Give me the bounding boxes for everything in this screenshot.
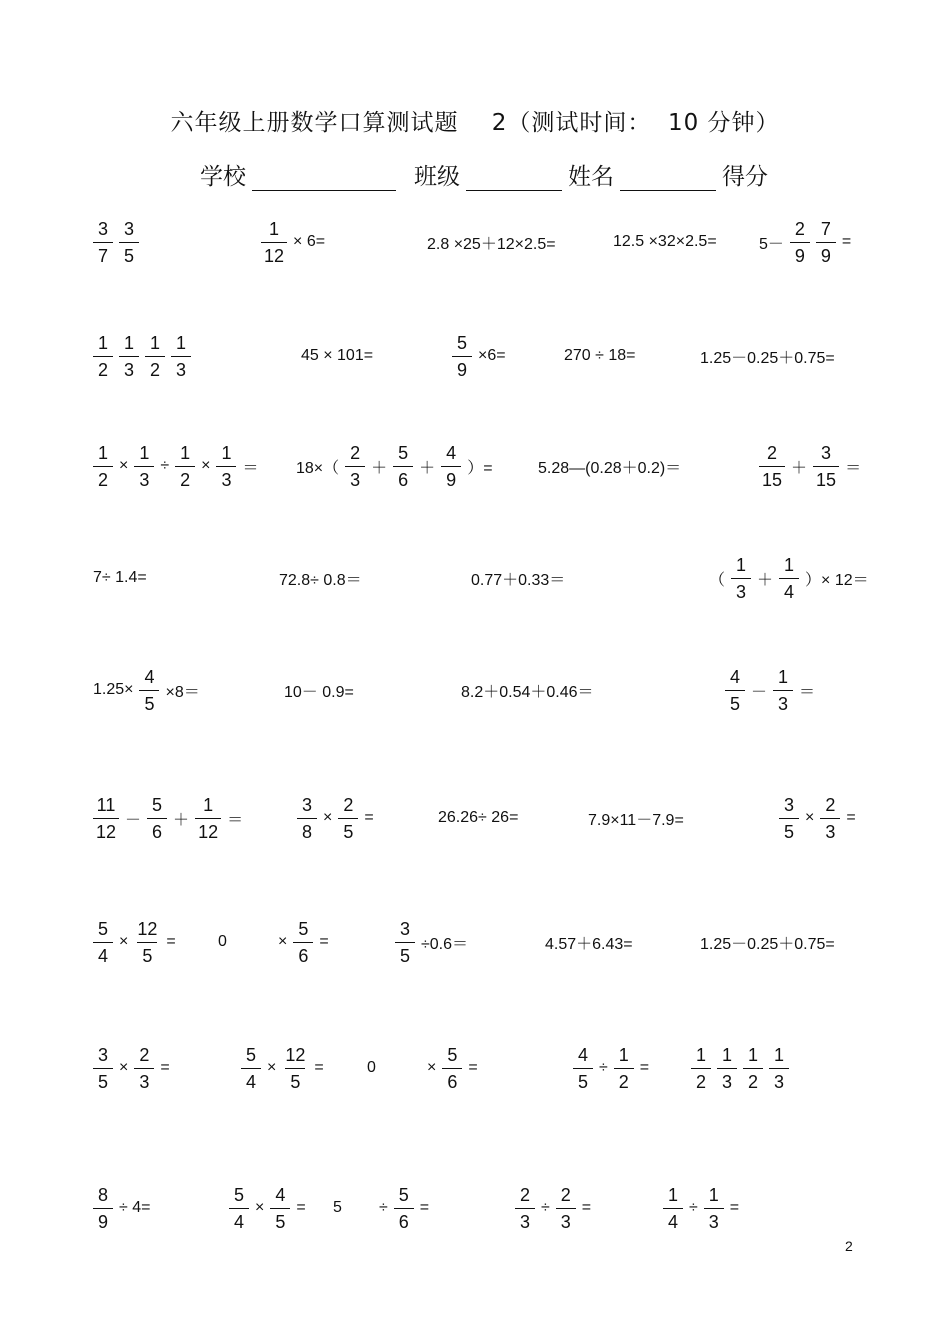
expression-text: 1.25－0.25＋0.75= [700,349,835,367]
fraction [394,1186,414,1231]
fraction [119,220,139,265]
fraction-numerator: 3 [97,218,108,239]
fraction-denominator: 6 [394,1208,414,1231]
fraction [731,556,751,601]
expression-text: 0 [218,933,227,950]
name-label: 姓名 [568,164,614,190]
fraction [119,334,139,379]
fraction [556,1186,576,1231]
fraction [293,920,313,965]
fraction [441,444,461,489]
fraction [134,1046,154,1091]
fraction-denominator: 4 [779,578,799,601]
fraction [297,796,317,841]
problem-item [535,442,684,490]
fraction-denominator: 4 [229,1208,249,1231]
fraction [270,1186,290,1231]
fraction-denominator: 6 [293,942,313,965]
expression-text: = [639,1059,650,1076]
expression-text: 8.2＋0.54＋0.46＝ [461,683,594,701]
problem-item [722,666,818,714]
problem-item [512,1184,594,1232]
problem-item [542,918,636,966]
problem-item [90,666,203,714]
fraction-denominator: 5 [395,942,415,965]
expression-text: 7.9×11－7.9= [588,811,684,829]
fraction-denominator: 9 [816,242,836,265]
problem-item [90,1044,173,1092]
fraction-denominator: 9 [452,356,472,379]
problem-item [226,1184,309,1232]
fraction-denominator: 12 [195,818,221,841]
fraction-denominator: 3 [731,578,751,601]
fraction-denominator: 3 [171,356,191,379]
problem-item [435,794,521,842]
fraction-numerator: 4 [446,442,457,463]
fraction-numerator: 5 [97,918,108,939]
expression-text: = [581,1199,592,1216]
expression-text: × [119,1059,129,1076]
fraction [442,1046,462,1091]
fraction-denominator: 7 [93,242,113,265]
expression-text: ÷ [541,1199,550,1216]
fraction-denominator: 4 [241,1068,261,1091]
fraction-denominator: 3 [769,1068,789,1091]
expression-text: 2.8 ×25＋12×2.5= [427,235,556,253]
problem-item [424,218,559,266]
problem-item [276,554,365,602]
problem-item [697,918,838,966]
fraction-numerator: 2 [139,1044,150,1065]
fraction-denominator: 2 [175,466,195,489]
expression-text: × [278,933,288,950]
fraction-numerator: 3 [399,918,410,939]
fraction [515,1186,535,1231]
fraction-denominator: 3 [515,1208,535,1231]
expression-text: ＝ [227,811,244,829]
problem-item [215,918,230,966]
expression-text: － [125,811,142,829]
expression-text: 1.25× [93,681,134,698]
fraction-numerator: 5 [456,332,467,353]
fraction-numerator: 12 [137,918,158,939]
expression-text: × [427,1059,437,1076]
fraction-denominator: 5 [573,1068,593,1091]
fraction [779,796,799,841]
school-field[interactable] [252,164,396,191]
fraction [147,796,167,841]
expression-text: × [267,1059,277,1076]
problem-item [238,1044,327,1092]
fraction [717,1046,737,1091]
expression-text: = [419,1199,430,1216]
fraction-denominator: 15 [813,466,839,489]
fraction-denominator: 5 [779,818,799,841]
fraction-denominator: 4 [663,1208,683,1231]
expression-text: 0.77＋0.33＝ [471,571,566,589]
expression-text: ＋ [173,811,190,829]
fraction-denominator: 3 [717,1068,737,1091]
fraction [345,444,365,489]
expression-text: ×6= [478,347,506,364]
fraction-numerator: 1 [175,332,186,353]
fraction [573,1046,593,1091]
fraction [195,796,221,841]
expression-text: ＝ [845,459,862,477]
problem-item [660,1184,742,1232]
fraction [93,1046,113,1091]
fraction [93,220,113,265]
expression-text: × [255,1199,265,1216]
problem-item [281,666,357,714]
expression-text: ×8＝ [165,683,200,701]
fraction [820,796,840,841]
fraction-numerator: 2 [350,442,361,463]
fraction [93,796,119,841]
fraction-numerator: 1 [139,442,150,463]
fraction [145,334,165,379]
expression-text: × [119,457,129,474]
fraction-denominator: 3 [704,1208,724,1231]
page-title: 六年级上册数学口算测试题 2（测试时间： 10 分钟） [170,110,780,136]
fraction-denominator: 5 [725,690,745,713]
problem-item [90,442,261,490]
fraction-numerator: 3 [301,794,312,815]
fraction-numerator: 4 [144,666,155,687]
fraction-numerator: 7 [820,218,831,239]
fraction-denominator: 15 [759,466,785,489]
fraction-numerator: 1 [618,1044,629,1065]
fraction-numerator: 3 [123,218,134,239]
expression-text: 1.25－0.25＋0.75= [700,935,835,953]
expression-text: 5－ [759,235,784,253]
expression-text: ÷ [160,457,170,474]
problem-item [90,218,142,266]
fraction-numerator: 8 [97,1184,108,1205]
problem-item [275,918,332,966]
expression-text: ÷ [689,1199,698,1216]
problem-item [424,1044,481,1092]
fraction-numerator: 1 [203,794,214,815]
expression-text: ÷ [599,1059,608,1076]
fraction-denominator: 6 [442,1068,462,1091]
problem-item [706,554,872,602]
expression-text: = [364,809,374,826]
fraction-denominator: 3 [119,356,139,379]
fraction [790,220,810,265]
fraction-numerator: 5 [233,1184,244,1205]
fraction-numerator: 3 [783,794,794,815]
fraction [452,334,472,379]
problem-item [392,918,471,966]
fraction-numerator: 12 [285,1044,306,1065]
fraction-denominator: 9 [93,1208,113,1231]
fraction [338,796,358,841]
fraction-numerator: 5 [398,1184,409,1205]
fraction-numerator: 2 [519,1184,530,1205]
expression-text: ÷ 4= [119,1199,151,1216]
expression-text: ＋ [791,459,808,477]
fraction-denominator: 6 [147,818,167,841]
problem-item [90,1184,153,1232]
fraction-numerator: 1 [773,1044,784,1065]
fraction-numerator: 11 [96,794,116,815]
fraction-numerator: 2 [794,218,805,239]
class-label: 班级 [414,164,460,190]
expression-text: ＋ [419,459,436,477]
fraction [139,668,159,713]
expression-text: （ [709,571,726,589]
fraction [663,1186,683,1231]
problem-item [293,442,496,490]
class-field[interactable] [466,164,562,191]
fraction [691,1046,711,1091]
fraction [759,444,785,489]
expression-text: 7÷ 1.4= [93,569,147,586]
problem-item [364,1044,379,1092]
fraction [743,1046,763,1091]
expression-text: 18×（ [296,459,340,477]
problem-item [458,666,597,714]
problem-item [258,218,328,266]
fraction-denominator: 5 [119,242,139,265]
problem-item [90,918,179,966]
fraction [395,920,415,965]
expression-text: 270 ÷ 18= [564,347,636,364]
problem-item [610,218,720,266]
fraction-numerator: 1 [123,332,134,353]
fraction-numerator: 1 [784,554,795,575]
expression-text: 26.26÷ 26= [438,809,519,826]
fraction-denominator: 3 [556,1208,576,1231]
fraction-denominator: 4 [93,942,113,965]
problem-item [376,1184,432,1232]
expression-text: = [160,1059,170,1076]
fraction [93,920,113,965]
expression-text: × [323,809,333,826]
expression-text: × [119,933,129,950]
fraction-denominator: 3 [345,466,365,489]
fraction [216,444,236,489]
expression-text: = [166,933,176,950]
problem-item [688,1044,792,1092]
student-info-line [200,158,768,191]
fraction-denominator: 2 [691,1068,711,1091]
fraction [93,444,113,489]
fraction-denominator: 3 [773,690,793,713]
fraction-numerator: 2 [343,794,354,815]
fraction-numerator: 5 [245,1044,256,1065]
fraction-denominator: 3 [820,818,840,841]
fraction-denominator: 5 [139,690,159,713]
fraction-denominator: 5 [285,1068,305,1091]
fraction-numerator: 1 [708,1184,719,1205]
fraction-denominator: 2 [614,1068,634,1091]
fraction-denominator: 5 [270,1208,290,1231]
fraction-numerator: 4 [275,1184,286,1205]
fraction [816,220,836,265]
expression-text: = [296,1199,306,1216]
fraction [261,220,287,265]
fraction [704,1186,724,1231]
fraction-numerator: 1 [221,442,232,463]
fraction-numerator: 1 [736,554,747,575]
fraction-numerator: 1 [747,1044,758,1065]
problem-item [570,1044,652,1092]
expression-text: ）= [467,459,493,477]
expression-text: 5 [333,1199,342,1216]
fraction [769,1046,789,1091]
fraction [93,1186,113,1231]
problem-item [756,218,854,266]
fraction-denominator: 12 [261,242,287,265]
fraction [171,334,191,379]
expression-text: = [846,809,856,826]
expression-text: = [319,933,329,950]
problem-item [776,794,859,842]
fraction [134,920,160,965]
expression-text: × 6= [293,233,326,250]
name-field[interactable] [620,164,716,191]
fraction-denominator: 2 [93,466,113,489]
fraction-numerator: 5 [447,1044,458,1065]
expression-text: × [805,809,815,826]
fraction-denominator: 3 [134,1068,154,1091]
fraction [229,1186,249,1231]
fraction-denominator: 2 [743,1068,763,1091]
problem-item [90,554,150,602]
page-number: 2 [845,1238,853,1254]
fraction-numerator: 1 [97,332,108,353]
fraction [813,444,839,489]
expression-text: 10－ 0.9= [284,683,354,701]
fraction-numerator: 1 [778,666,789,687]
fraction-denominator: 9 [441,466,461,489]
expression-text: ＝ [242,459,259,477]
fraction-numerator: 1 [695,1044,706,1065]
expression-text: 12.5 ×32×2.5= [613,233,717,250]
fraction-denominator: 2 [93,356,113,379]
fraction-denominator: 5 [93,1068,113,1091]
fraction-denominator: 5 [137,942,157,965]
fraction-numerator: 2 [560,1184,571,1205]
fraction [779,556,799,601]
problem-item [90,794,246,842]
expression-text: 0 [367,1059,376,1076]
fraction [175,444,195,489]
expression-text: = [841,233,852,250]
expression-text: 5.28—(0.28＋0.2)＝ [538,459,682,477]
problem-item [294,794,377,842]
fraction [725,668,745,713]
expression-text: ＋ [757,571,774,589]
problem-item [585,794,687,842]
fraction-numerator: 5 [298,918,309,939]
problem-item [756,442,864,490]
fraction-denominator: 3 [216,466,236,489]
expression-text: ）× 12＝ [805,571,869,589]
fraction-numerator: 2 [825,794,836,815]
expression-text: = [314,1059,324,1076]
fraction-numerator: 1 [721,1044,732,1065]
expression-text: ＝ [799,683,816,701]
fraction-denominator: 9 [790,242,810,265]
fraction-numerator: 3 [821,442,832,463]
expression-text: ÷0.6＝ [421,935,469,953]
fraction-numerator: 5 [398,442,409,463]
fraction [93,334,113,379]
fraction [282,1046,308,1091]
expression-text: － [751,683,768,701]
score-label: 得分 [722,164,768,190]
expression-text: ＋ [371,459,388,477]
fraction [773,668,793,713]
fraction-numerator: 5 [152,794,163,815]
fraction [241,1046,261,1091]
expression-text: = [729,1199,740,1216]
school-label: 学校 [200,164,246,190]
problem-item [449,332,509,380]
fraction-denominator: 5 [338,818,358,841]
expression-text: ÷ [379,1199,388,1216]
expression-text: 45 × 101= [301,347,374,364]
fraction-denominator: 3 [134,466,154,489]
fraction-denominator: 12 [93,818,119,841]
fraction-numerator: 1 [149,332,160,353]
fraction [134,444,154,489]
problem-item [330,1184,345,1232]
fraction-numerator: 1 [180,442,191,463]
expression-text: 72.8÷ 0.8＝ [279,571,362,589]
fraction [614,1046,634,1091]
fraction-numerator: 1 [97,442,108,463]
fraction-numerator: 2 [767,442,778,463]
problem-item [90,332,194,380]
problem-item [468,554,568,602]
fraction-numerator: 1 [269,218,280,239]
fraction [393,444,413,489]
fraction-denominator: 8 [297,818,317,841]
expression-text: = [468,1059,478,1076]
fraction-numerator: 4 [577,1044,588,1065]
problem-item [298,332,376,380]
fraction-denominator: 6 [393,466,413,489]
problem-item [697,332,838,380]
fraction-denominator: 2 [145,356,165,379]
fraction-numerator: 3 [97,1044,108,1065]
fraction-numerator: 4 [729,666,740,687]
fraction-numerator: 1 [667,1184,678,1205]
expression-text: × [201,457,211,474]
problem-item [561,332,639,380]
expression-text: 4.57＋6.43= [545,935,633,953]
